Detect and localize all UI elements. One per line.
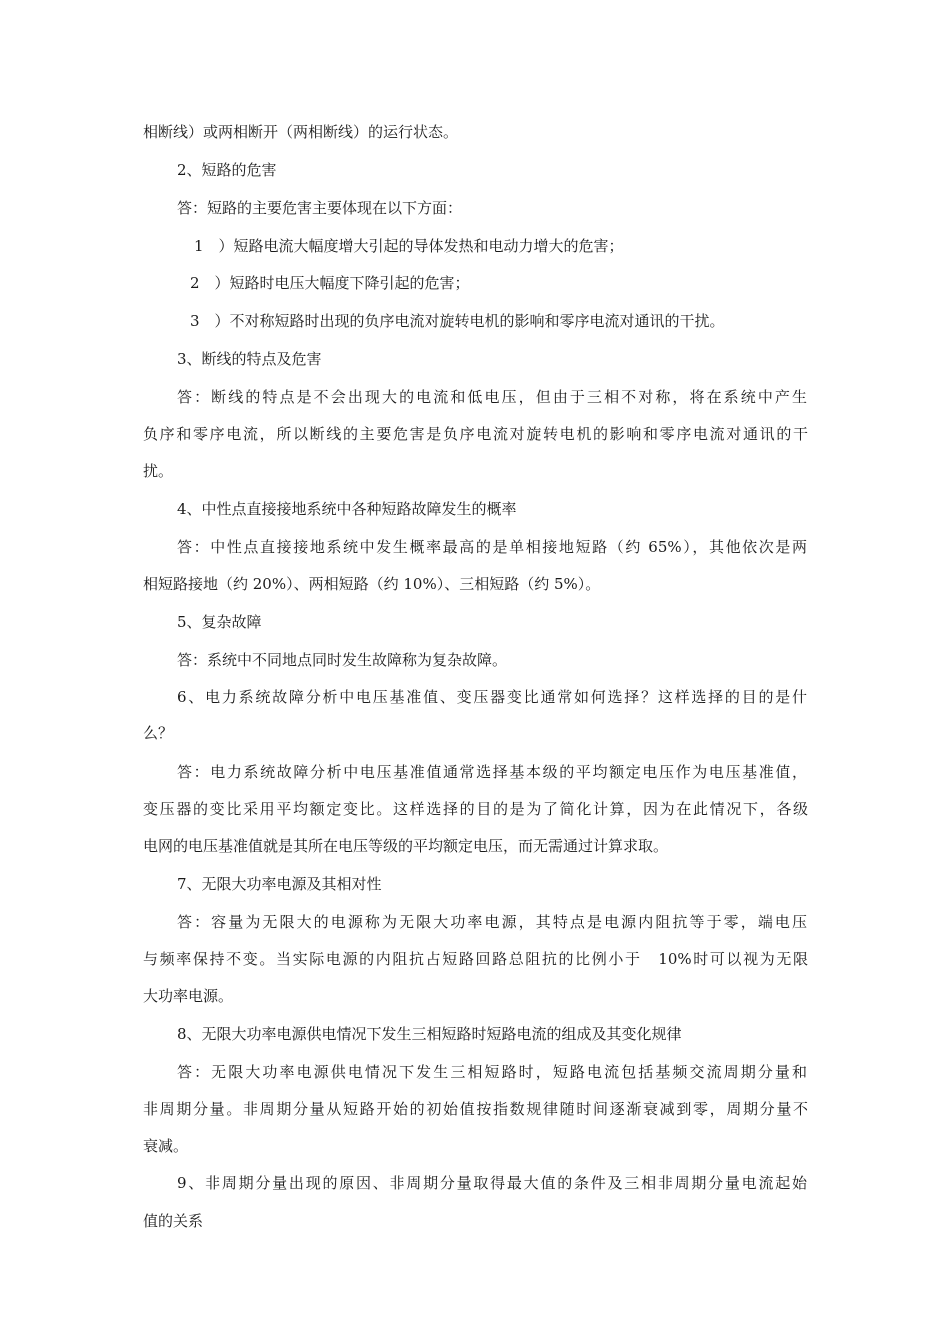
section-heading: 2、短路的危害 (177, 161, 277, 179)
text-line: 电网的电压基准值就是其所在电压等级的平均额定电压，而无需通过计算求取。 (143, 837, 669, 855)
list-item: 2 ）短路时电压大幅度下降引起的危害； (190, 274, 470, 292)
list-item: 1 ）短路电流大幅度增大引起的导体发热和电动力增大的危害； (194, 237, 624, 255)
section-heading: 9、非周期分量出现的原因、非周期分量取得最大值的条件及三相非周期分量电流起始 (177, 1174, 807, 1192)
text-line: 非周期分量。非周期分量从短路开始的初始值按指数规律随时间逐渐衰减到零，周期分量不 (143, 1100, 808, 1118)
section-heading: 8、无限大功率电源供电情况下发生三相短路时短路电流的组成及其变化规律 (177, 1025, 682, 1043)
text-line: 值的关系 (143, 1212, 204, 1230)
list-item: 3 ）不对称短路时出现的负序电流对旋转电机的影响和零序电流对通讯的干扰。 (190, 312, 725, 330)
text-line: 相短路接地（约 20%）、两相短路（约 10%）、三相短路（约 5%）。 (143, 575, 601, 593)
text-line: 大功率电源。 (143, 987, 234, 1005)
answer-line: 答：中性点直接接地系统中发生概率最高的是单相接地短路（约 65%），其他依次是两 (177, 538, 807, 556)
section-heading: 7、无限大功率电源及其相对性 (177, 875, 382, 893)
text-line: 扰。 (143, 462, 174, 480)
section-heading: 4、中性点直接接地系统中各种短路故障发生的概率 (177, 500, 517, 518)
text-line: 变压器的变比采用平均额定变比。这样选择的目的是为了简化计算，因为在此情况下，各级 (143, 800, 808, 818)
answer-line: 答：容量为无限大的电源称为无限大功率电源，其特点是电源内阻抗等于零，端电压 (177, 913, 807, 931)
section-heading: 5、复杂故障 (177, 613, 262, 631)
answer-line: 答：无限大功率电源供电情况下发生三相短路时，短路电流包括基频交流周期分量和 (177, 1063, 807, 1081)
answer-line: 答：电力系统故障分析中电压基准值通常选择基本级的平均额定电压作为电压基准值， (177, 763, 807, 781)
text-line: 衰减。 (143, 1137, 189, 1155)
text-line: 负序和零序电流，所以断线的主要危害是负序电流对旋转电机的影响和零序电流对通讯的干 (143, 425, 808, 443)
section-heading: 6、电力系统故障分析中电压基准值、变压器变比通常如何选择？这样选择的目的是什 (177, 688, 807, 706)
text-line: 与频率保持不变。当实际电源的内阻抗占短路回路总阻抗的比例小于 10%时可以视为无限 (143, 950, 808, 968)
answer-line: 答：断线的特点是不会出现大的电流和低电压，但由于三相不对称，将在系统中产生 (177, 388, 807, 406)
answer-line: 答：系统中不同地点同时发生故障称为复杂故障。 (177, 651, 508, 669)
section-heading: 3、断线的特点及危害 (177, 350, 322, 368)
text-line: 相断线）或两相断开（两相断线）的运行状态。 (143, 123, 459, 141)
answer-line: 答：短路的主要危害主要体现在以下方面： (177, 199, 463, 217)
text-line: 么？ (143, 724, 174, 742)
